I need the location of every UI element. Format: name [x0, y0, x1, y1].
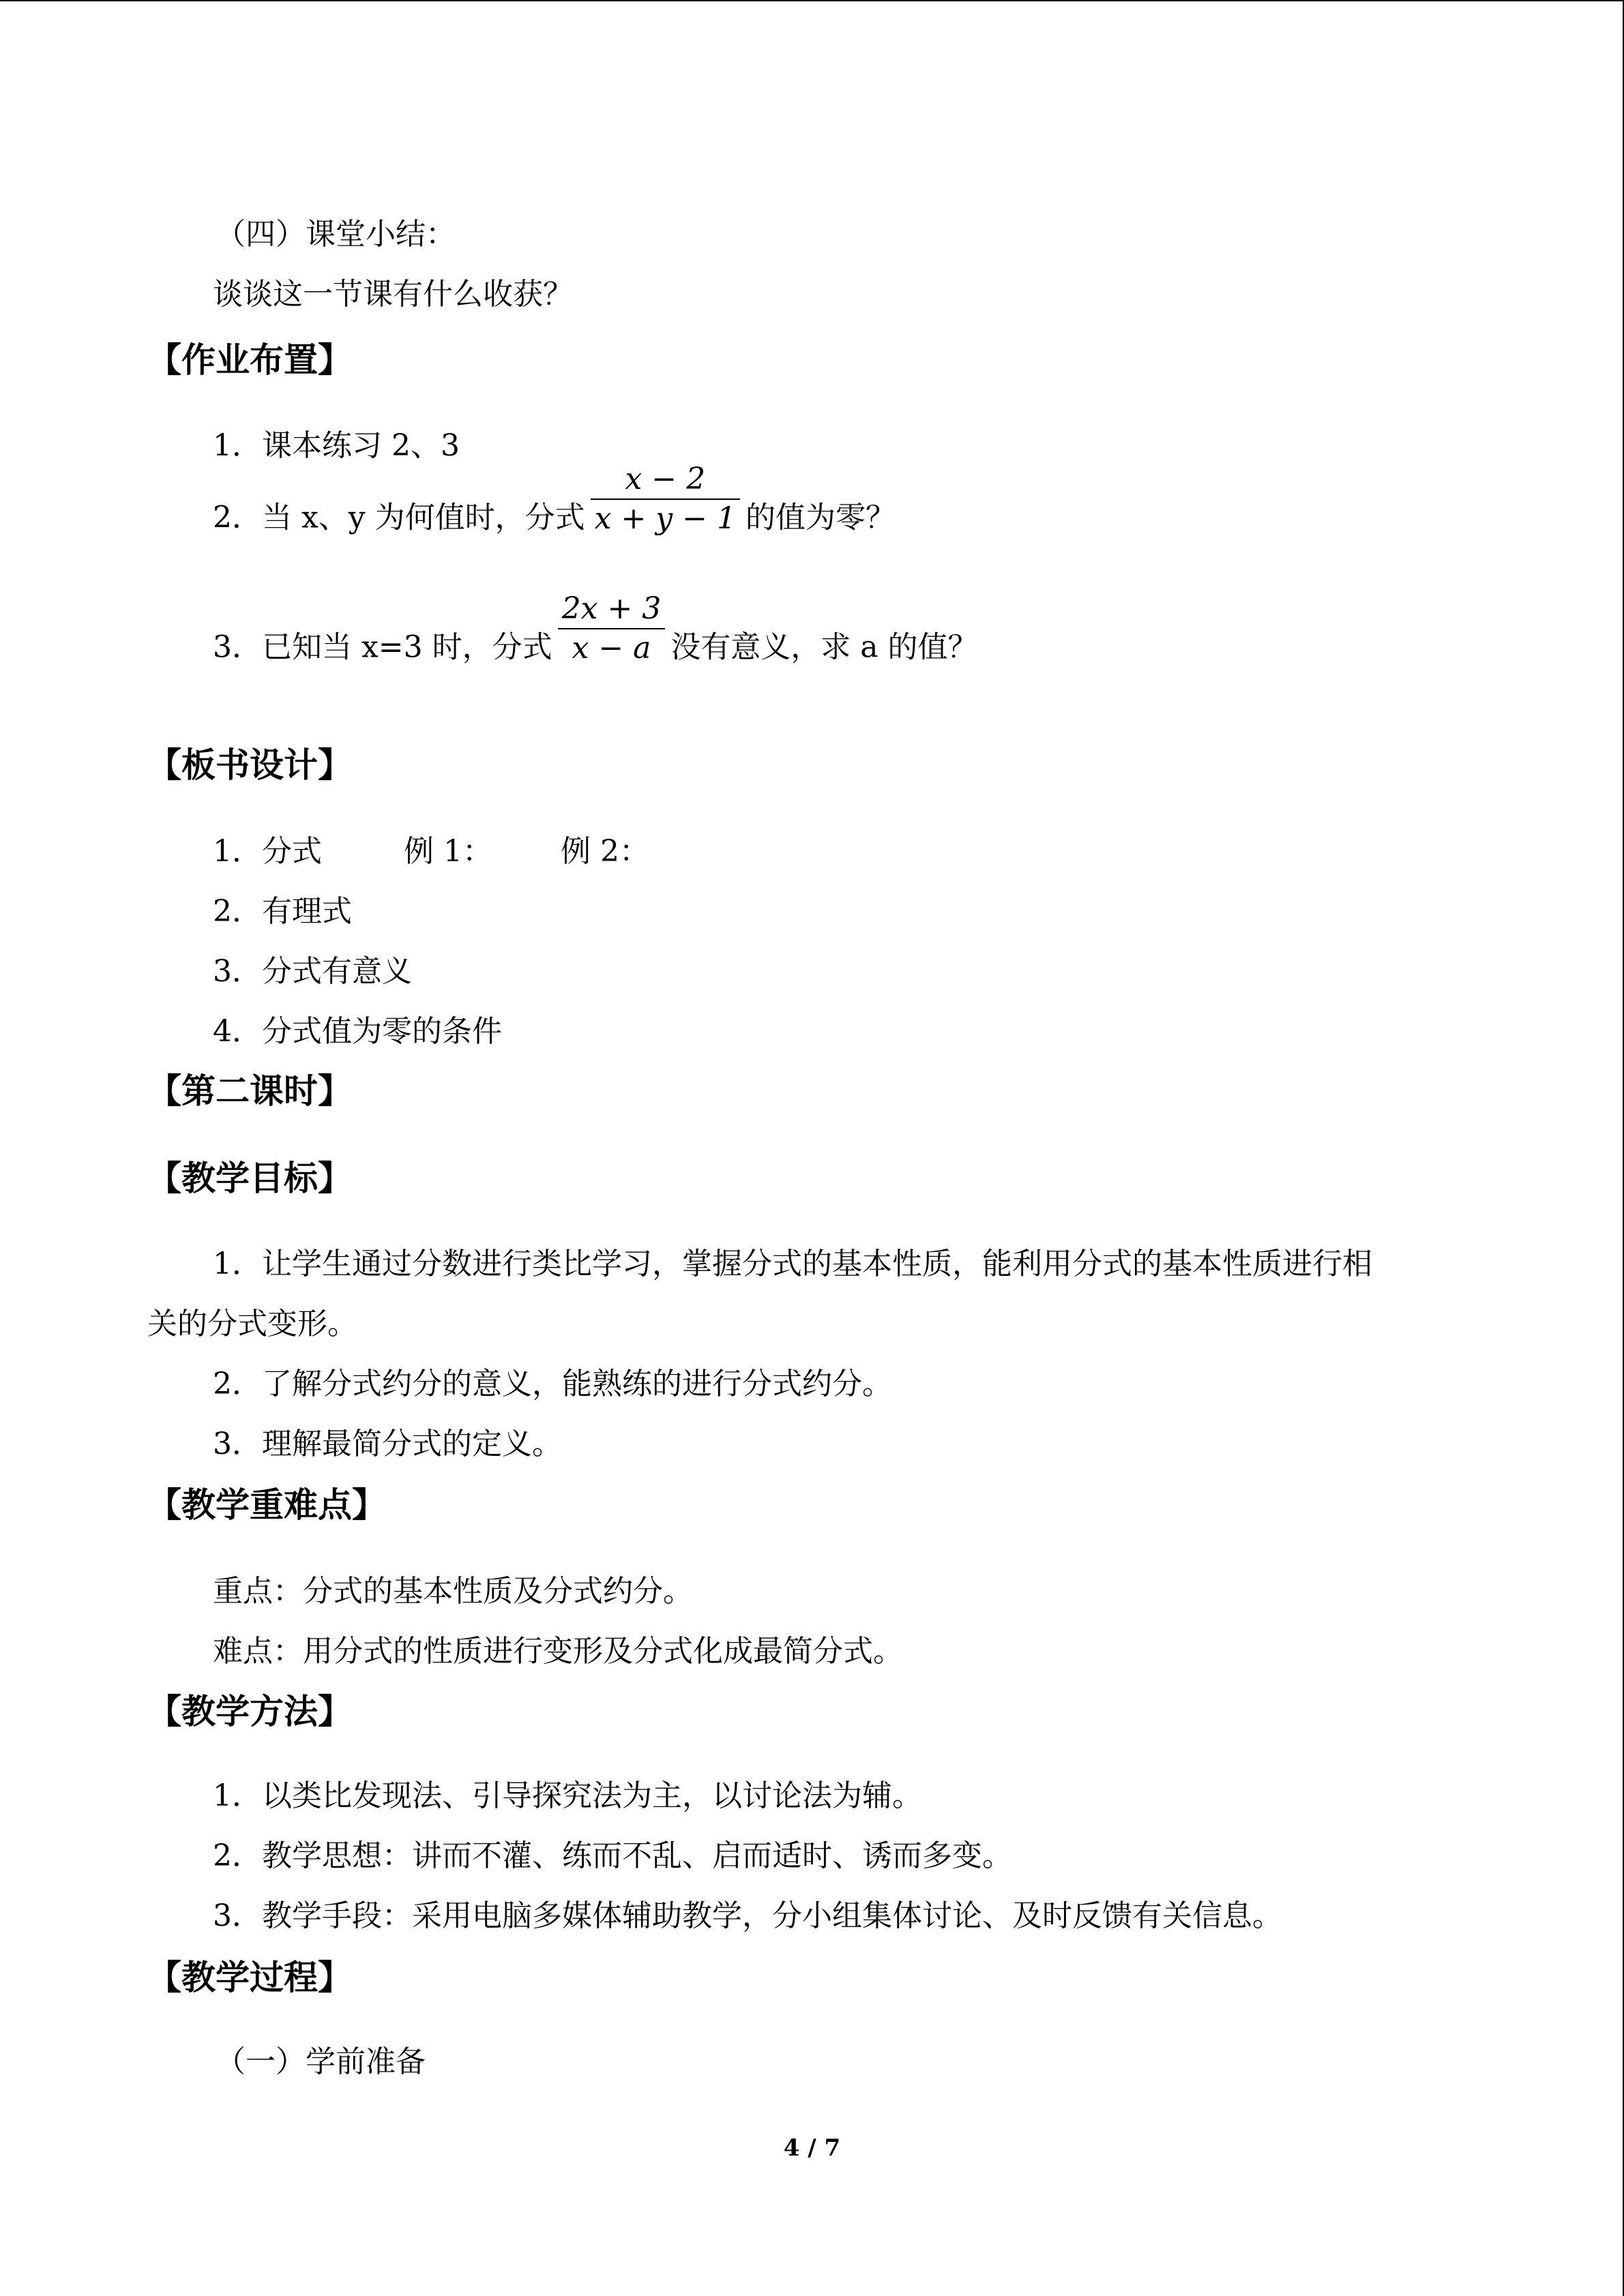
homework-item3-row — [147, 591, 1484, 688]
summary-title: （四）课堂小结： — [216, 217, 456, 252]
board-example2: 例 2： — [560, 834, 649, 869]
process-heading: 【教学过程】 — [147, 1958, 352, 1997]
methods-item3: 3．教学手段：采用电脑多媒体辅助教学，分小组集体讨论、及时反馈有关信息。 — [213, 1898, 1282, 1933]
fraction-item2 — [591, 460, 740, 538]
goals-heading: 【教学目标】 — [147, 1159, 352, 1198]
lesson2-section — [147, 1071, 1484, 1112]
goals-item2: 2．了解分式约分的意义，能熟练的进行分式约分。 — [213, 1367, 892, 1401]
board-item1 — [147, 822, 1484, 882]
methods-item1: 1．以类比发现法、引导探究法为主，以讨论法为辅。 — [213, 1778, 922, 1813]
goals-items — [147, 1234, 1484, 1474]
keypoints-key: 重点：分式的基本性质及分式约分。 — [213, 1574, 693, 1609]
keypoints-difficulty: 难点：用分式的性质进行变形及分式化成最简分式。 — [213, 1634, 903, 1669]
summary-question: 谈谈这一节课有什么收获？ — [213, 277, 573, 312]
page-number: 4 / 7 — [783, 2134, 841, 2162]
board-item1-label: 1．分式 — [213, 834, 322, 869]
board-items — [147, 822, 1484, 1062]
methods-items — [147, 1766, 1484, 1946]
keypoints-section — [147, 1485, 1484, 1525]
board-item2: 2．有理式 — [213, 894, 352, 929]
homework-item3-suffix: 没有意义，求 a 的值？ — [670, 629, 978, 665]
fraction-item2-denominator: x + y − 1 — [594, 501, 736, 536]
homework-section — [147, 340, 1484, 381]
board-item3: 3．分式有意义 — [213, 954, 412, 989]
board-example1: 例 1： — [404, 834, 492, 869]
fraction-item3-numerator: 2x + 3 — [558, 590, 666, 629]
homework-item2-prefix: 2．当 x、y 为何值时，分式 — [213, 500, 585, 535]
methods-item2: 2．教学思想：讲而不灌、练而不乱、启而适时、诱而多变。 — [213, 1838, 1012, 1873]
lesson2-heading: 【第二课时】 — [147, 1071, 352, 1111]
fraction-item3 — [558, 590, 666, 668]
summary-section — [147, 205, 1484, 325]
process-items — [147, 2032, 1484, 2092]
page-top-border — [0, 0, 1624, 1]
board-item4: 4．分式值为零的条件 — [213, 1014, 502, 1049]
keypoints-items — [147, 1562, 1484, 1682]
goals-item1-line2: 关的分式变形。 — [147, 1307, 357, 1341]
goals-item3: 3．理解最简分式的定义。 — [213, 1427, 562, 1461]
homework-item3 — [147, 591, 1484, 688]
methods-section — [147, 1691, 1484, 1732]
homework-heading: 【作业布置】 — [147, 340, 352, 380]
process-item1: （一）学前准备 — [216, 2044, 426, 2079]
keypoints-heading: 【教学重难点】 — [147, 1485, 386, 1525]
homework-item2 — [147, 462, 1484, 558]
fraction-item3-denominator: x − a — [572, 631, 651, 666]
process-section — [147, 1957, 1484, 1998]
board-section — [147, 745, 1484, 786]
board-heading: 【板书设计】 — [147, 745, 352, 785]
homework-item1: 1．课本练习 2、3 — [213, 428, 460, 463]
homework-item2-suffix: 的值为零？ — [745, 500, 896, 535]
homework-item3-prefix: 3．已知当 x=3 时，分式 — [213, 629, 552, 665]
methods-heading: 【教学方法】 — [147, 1692, 352, 1731]
fraction-item2-numerator: x − 2 — [591, 460, 740, 500]
homework-item2-row — [147, 462, 1484, 558]
homework-item1-row — [147, 416, 1484, 476]
goals-item1-line1: 1．让学生通过分数进行类比学习，掌握分式的基本性质，能利用分式的基本性质进行相 — [213, 1247, 1372, 1281]
goals-section — [147, 1158, 1484, 1199]
